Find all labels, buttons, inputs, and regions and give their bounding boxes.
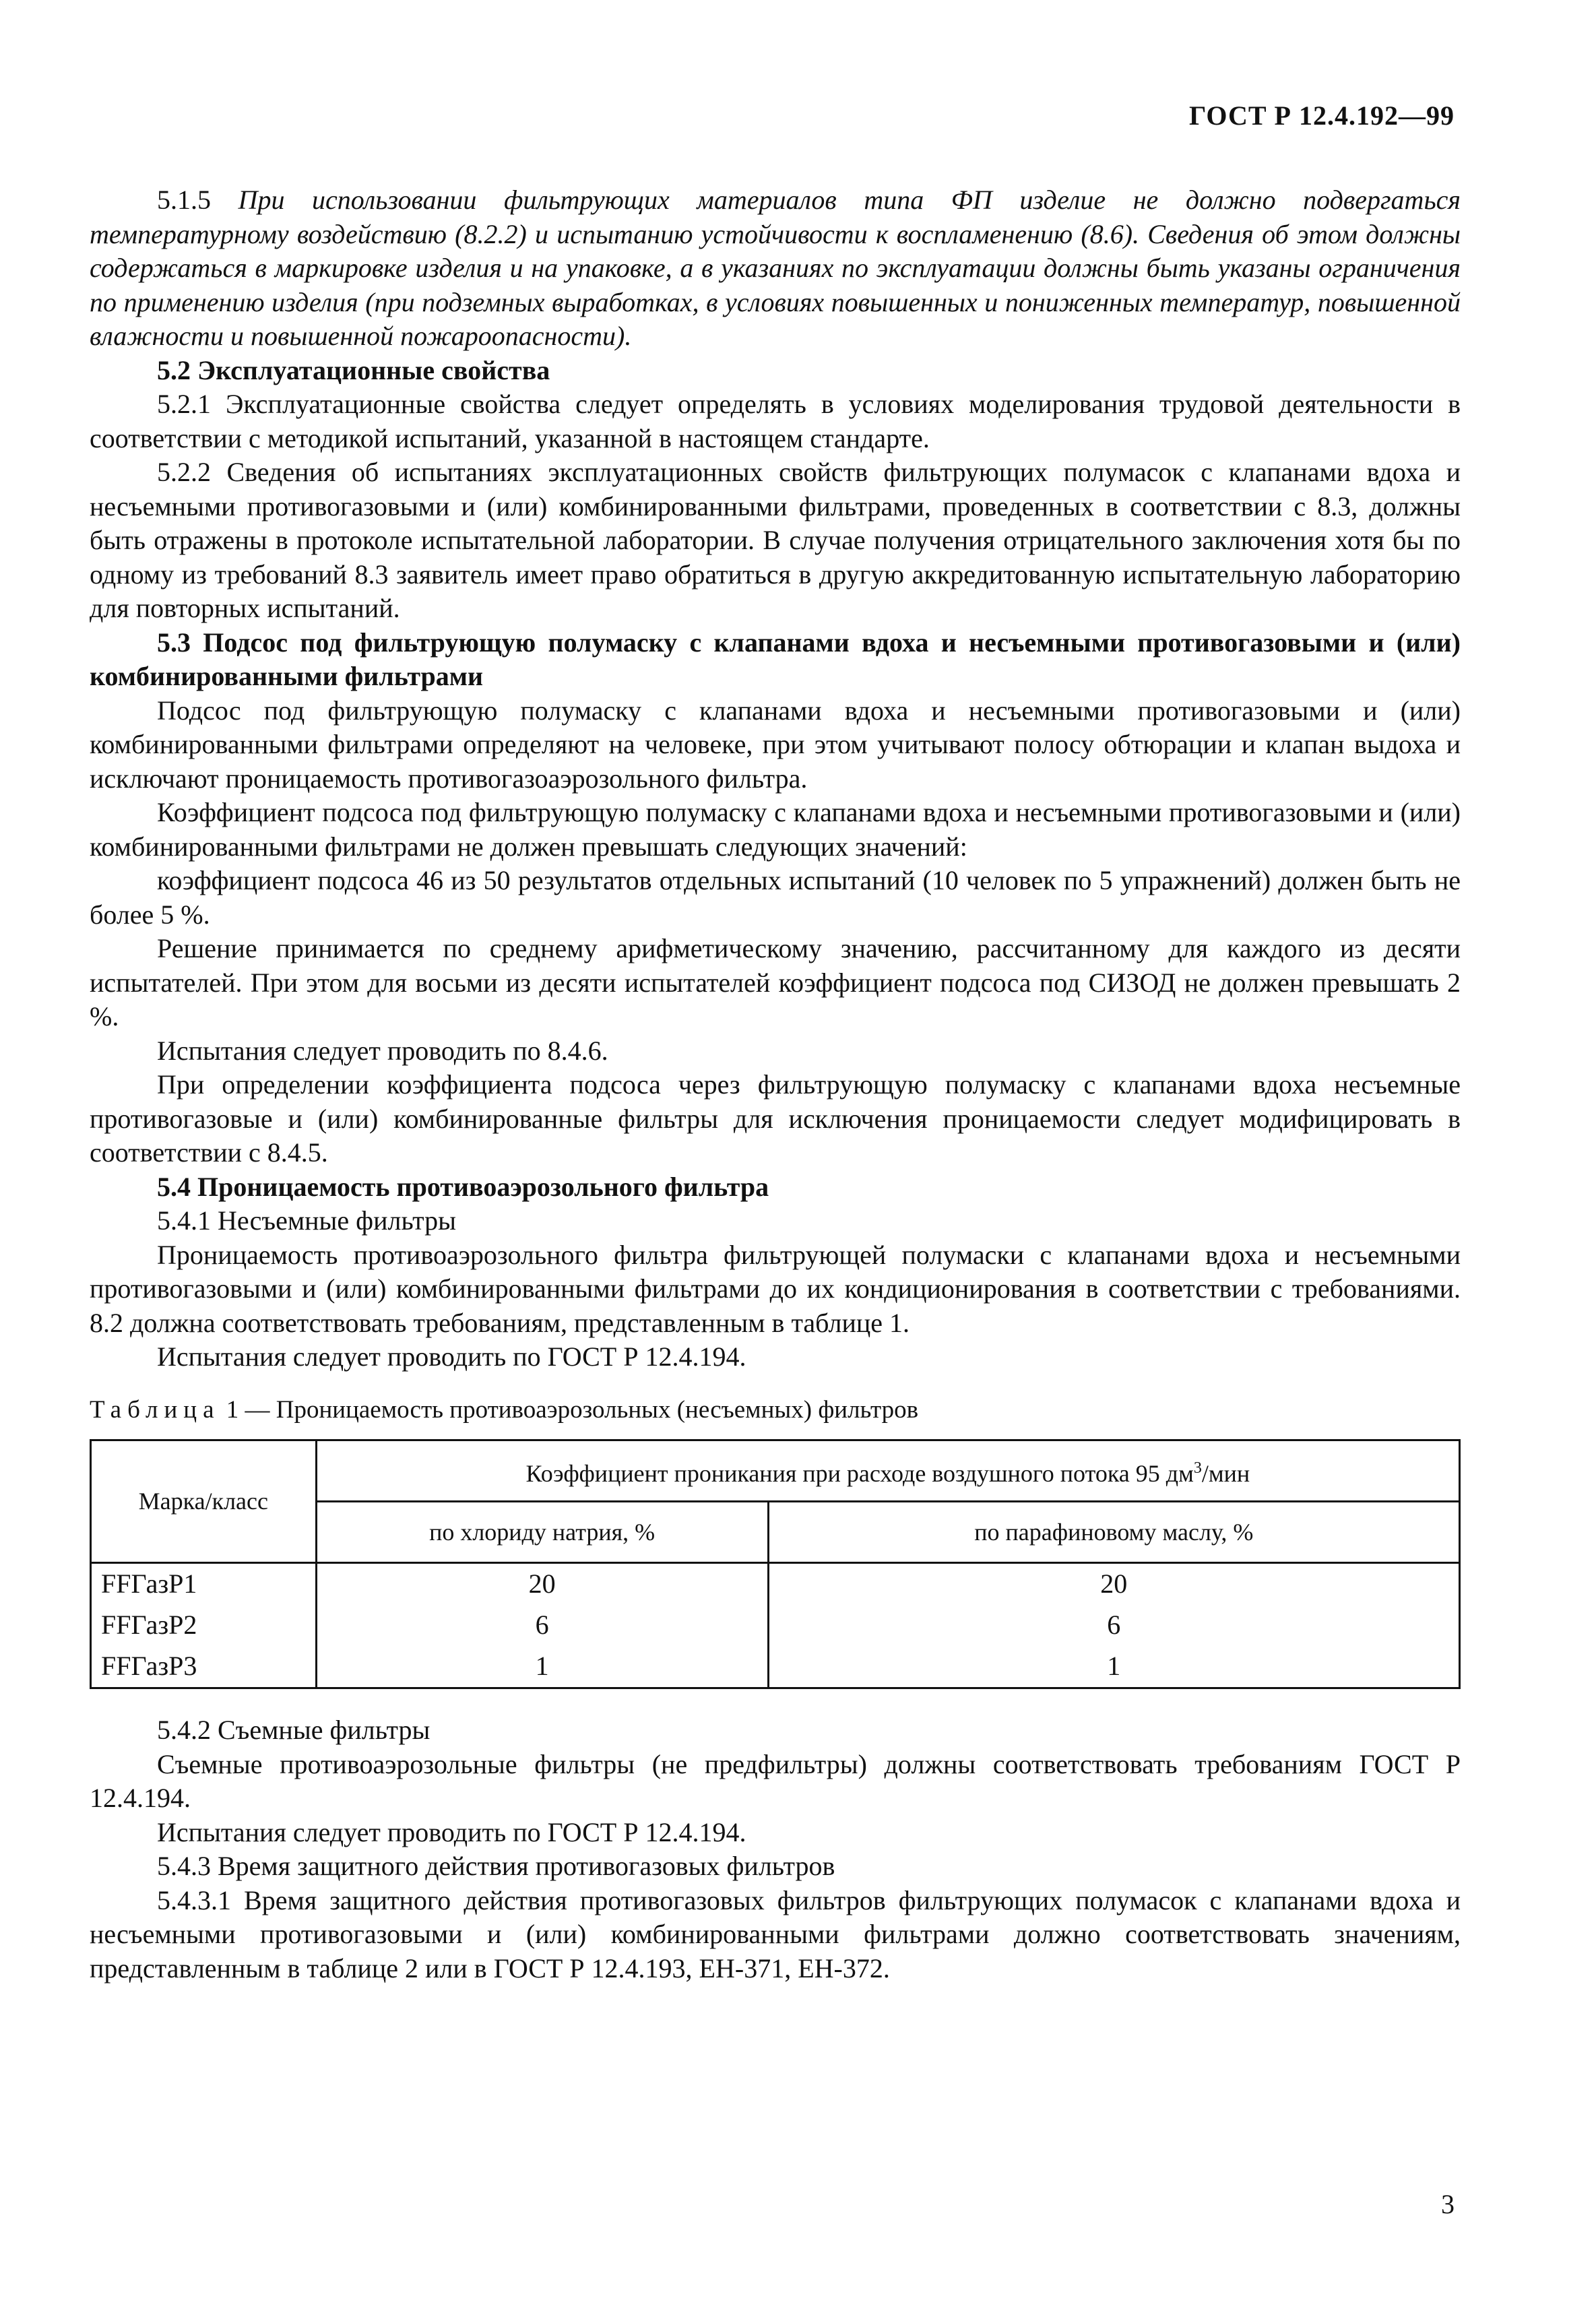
paragraph-permeability: Проницаемость противоаэрозольного фильтра фильтрующей полумаски с клапанами вдоха и несъемными противогазовыми и (или) комбинированными фильтрами до их кондиционирования в соответствии с требованиями. 8.2 должна соответствовать требованиям, представленным в таблице 1.: [90, 1239, 1461, 1338]
paragraph-test-ref-194-b: Испытания следует проводить по ГОСТ Р 12.4.194.: [157, 1816, 746, 1847]
table-row: [91, 1646, 1460, 1688]
paragraph-test-ref-846: Испытания следует проводить по 8.4.6.: [157, 1035, 608, 1066]
paragraph-modification: При определении коэффициента подсоса через фильтрующую полумаску с клапанами вдоха несъемные противогазовые и (или) комбинированные фильтры для исключения проницаемости следует модифицировать в соответствии с 8.4.5.: [90, 1069, 1461, 1168]
table-header-row: [91, 1440, 1460, 1502]
table-caption-text: 1 — Проницаемость противоаэрозольных (несъемных) фильтров: [220, 1395, 919, 1424]
paragraph-5-4-3: 5.4.3 Время защитного действия противогазовых фильтров: [157, 1851, 835, 1881]
table-row: [91, 1605, 1460, 1646]
paragraph-leakage-value: коэффициент подсоса 46 из 50 результатов отдельных испытаний (10 человек по 5 упражнений) должен быть не более 5 %.: [90, 865, 1461, 930]
document-body: [90, 183, 1461, 1986]
table-caption-word: Таблица: [90, 1395, 220, 1424]
paragraph-test-ref-194: Испытания следует проводить по ГОСТ Р 12.4.194.: [157, 1341, 746, 1372]
paragraph-leakage-limit: Коэффициент подсоса под фильтрующую полумаску с клапанами вдоха и несъемными противогазовыми и (или) комбинированными фильтрами не должен превышать следующих значений:: [90, 797, 1461, 862]
paragraph-number: 5.1.5: [157, 185, 211, 215]
section-heading-5-4: 5.4 Проницаемость противоаэрозольного фильтра: [157, 1171, 769, 1202]
table-header-nacl: по хлориду натрия, %: [316, 1502, 768, 1563]
table-cell-nacl: 20: [316, 1563, 768, 1606]
paragraph-5-1-5: [90, 183, 1461, 354]
paragraph-5-4-1: 5.4.1 Несъемные фильтры: [157, 1205, 457, 1236]
table-header-group-sup: 3: [1193, 1459, 1202, 1477]
section-heading-5-2: 5.2 Эксплуатационные свойства: [157, 354, 550, 385]
table-cell-paraffin: 20: [768, 1563, 1459, 1606]
document-header-id: ГОСТ Р 12.4.192—99: [1188, 100, 1455, 131]
table-cell-nacl: 1: [316, 1646, 768, 1688]
paragraph-5-2-2: 5.2.2 Сведения об испытаниях эксплуатационных свойств фильтрующих полумасок с клапанами вдоха и несъемными противогазовыми и (или) комбинированными фильтрами, проведенных в соответствии с 8.3, должны быть отражены в протоколе испытательной лаборатории. В случае получения отрицательного заключения хотя бы по одному из требований 8.3 заявитель имеет право обратиться в другую аккредитованную испытательную лабораторию для повторных испытаний.: [90, 457, 1461, 623]
paragraph-leakage-definition: Подсос под фильтрующую полумаску с клапанами вдоха и несъемными противогазовыми и (или) комбинированными фильтрами определяют на человеке, при этом учитывают полосу обтюрации и клапан выдоха и исключают проницаемость противогазоаэрозольного фильтра.: [90, 695, 1461, 794]
table-header-mark: Марка/класс: [91, 1440, 317, 1563]
table-header-group: [316, 1440, 1459, 1502]
paragraph-5-4-3-1: 5.4.3.1 Время защитного действия противогазовых фильтров фильтрующих полумасок с клапанами вдоха и несъемными противогазовыми и (или) комбинированными фильтрами должно соответствовать значениям, представленным в таблице 2 или в ГОСТ Р 12.4.193, ЕН-371, ЕН-372.: [90, 1884, 1461, 1983]
table-cell-mark: FFГазР2: [91, 1605, 317, 1646]
table-cell-nacl: 6: [316, 1605, 768, 1646]
paragraph-5-4-2: 5.4.2 Съемные фильтры: [157, 1715, 430, 1745]
table-caption: [90, 1393, 1461, 1428]
table-cell-paraffin: 6: [768, 1605, 1459, 1646]
paragraph-removable-filters: Съемные противоаэрозольные фильтры (не предфильтры) должны соответствовать требованиям ГОСТ Р 12.4.194.: [90, 1748, 1461, 1813]
table-permeability: [90, 1439, 1461, 1689]
paragraph-text: При использовании фильтрующих материалов типа ФП изделие не должно подвергаться температурному воздействию (8.2.2) и испытанию устойчивости к воспламенению (8.6). Сведения об этом должны содержаться в маркировке изделия и на упаковке, а в указаниях по эксплуатации должны быть указаны ограничения по применению изделия (при подземных выработках, в условиях повышенных и пониженных температур, повышенной влажности и повышенной пожароопасности).: [90, 185, 1461, 351]
paragraph-decision: Решение принимается по среднему арифметическому значению, рассчитанному для каждого из десяти испытателей. При этом для восьми из десяти испытателей коэффициент подсоса под СИЗОД не должен превышать 2 %.: [90, 933, 1461, 1031]
paragraph-5-2-1: 5.2.1 Эксплуатационные свойства следует определять в условиях моделирования трудовой деятельности в соответствии с методикой испытаний, указанной в настоящем стандарте.: [90, 389, 1461, 453]
section-heading-5-3: 5.3 Подсос под фильтрующую полумаску с клапанами вдоха и несъемными противогазовыми и (или) комбинированными фильтрами: [90, 627, 1461, 691]
table-header-group-tail: /мин: [1201, 1459, 1250, 1487]
table-cell-paraffin: 1: [768, 1646, 1459, 1688]
table-row: [91, 1563, 1460, 1606]
page-number: 3: [1441, 2189, 1455, 2219]
table-cell-mark: FFГазР3: [91, 1646, 317, 1688]
table-header-paraffin: по парафиновому маслу, %: [768, 1502, 1459, 1563]
table-header-group-text: Коэффициент проникания при расходе воздушного потока 95 дм: [525, 1459, 1194, 1487]
table-cell-mark: FFГазР1: [91, 1563, 317, 1606]
